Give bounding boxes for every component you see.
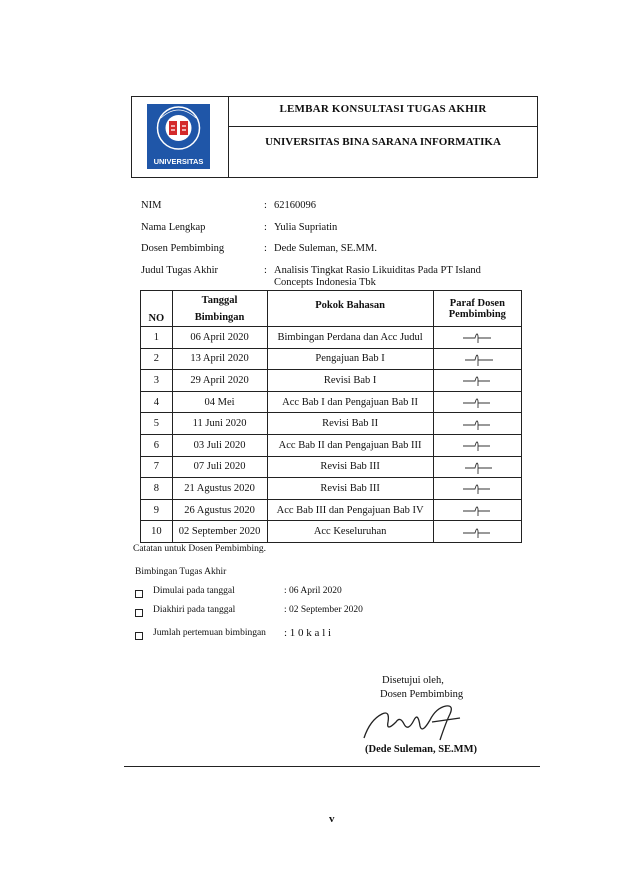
nama-label: Nama Lengkap [141, 222, 206, 233]
row-pokok: Revisi Bab III [267, 456, 433, 478]
row-pokok: Pengajuan Bab I [267, 348, 433, 370]
mulai-value: : 06 April 2020 [284, 586, 342, 596]
col-paraf [433, 291, 521, 327]
catatan-text: Catatan untuk Dosen Pembimbing. [133, 544, 266, 554]
row-no: 8 [141, 478, 173, 500]
paraf-signature-icon [457, 523, 497, 541]
colon: : [264, 200, 267, 211]
row-tanggal: 07 Juli 2020 [172, 456, 267, 478]
logo-emblem-icon [147, 104, 210, 154]
university-logo [147, 104, 210, 169]
nim-label: NIM [141, 200, 162, 211]
paraf-signature-icon [457, 371, 497, 389]
row-tanggal: 21 Agustus 2020 [172, 478, 267, 500]
table-row [141, 370, 522, 392]
judul-value-line2: Concepts Indonesia Tbk [274, 277, 376, 288]
mulai-label: Dimulai pada tanggal [153, 586, 235, 596]
row-no: 9 [141, 499, 173, 521]
table-row [141, 327, 522, 349]
row-pokok: Acc Bab III dan Pengajuan Bab IV [267, 499, 433, 521]
university-name: UNIVERSITAS BINA SARANA INFORMATIKA [265, 136, 501, 148]
col-paraf-line2: Pembimbing [448, 308, 506, 320]
row-no: 5 [141, 413, 173, 435]
row-tanggal: 26 Agustus 2020 [172, 499, 267, 521]
row-paraf [433, 348, 521, 370]
nim-value: 62160096 [274, 200, 316, 211]
bimbingan-heading: Bimbingan Tugas Akhir [135, 567, 227, 577]
paraf-signature-icon [457, 328, 497, 346]
jumlah-label: Jumlah pertemuan bimbingan [153, 628, 266, 638]
row-paraf [433, 478, 521, 500]
judul-label: Judul Tugas Akhir [141, 265, 219, 276]
col-tanggal-line1: Tanggal [201, 294, 238, 306]
dosen-signature-icon [360, 700, 475, 745]
row-no: 1 [141, 327, 173, 349]
approval-line2: Dosen Pembimbing [380, 689, 464, 700]
judul-value-line1: Analisis Tingkat Rasio Likuiditas Pada PT Island [274, 265, 481, 276]
table-row [141, 478, 522, 500]
row-paraf [433, 434, 521, 456]
col-tanggal-line2: Bimbingan [194, 311, 245, 323]
row-tanggal: 06 April 2020 [172, 327, 267, 349]
table-row [141, 348, 522, 370]
checkbox-icon [135, 632, 143, 640]
row-paraf [433, 370, 521, 392]
paraf-signature-icon [457, 415, 497, 433]
row-paraf [433, 391, 521, 413]
row-tanggal: 04 Mei [172, 391, 267, 413]
row-pokok: Bimbingan Perdana dan Acc Judul [267, 327, 433, 349]
table-row [141, 499, 522, 521]
colon: : [264, 243, 267, 254]
row-pokok: Revisi Bab III [267, 478, 433, 500]
row-tanggal: 11 Juni 2020 [172, 413, 267, 435]
colon: : [264, 265, 267, 276]
paraf-signature-icon [457, 479, 497, 497]
row-pokok: Acc Bab II dan Pengajuan Bab III [267, 434, 433, 456]
row-pokok: Revisi Bab I [267, 370, 433, 392]
col-no: NO [141, 291, 173, 327]
checkbox-icon [135, 590, 143, 598]
paraf-signature-icon [457, 393, 497, 411]
paraf-signature-icon [457, 436, 497, 454]
paraf-signature-icon [457, 350, 497, 368]
paraf-signature-icon [457, 501, 497, 519]
row-no: 4 [141, 391, 173, 413]
paraf-signature-icon [457, 458, 497, 476]
row-no: 6 [141, 434, 173, 456]
row-no: 10 [141, 521, 173, 543]
col-paraf-line1: Paraf Dosen [449, 297, 505, 309]
colon: : [264, 222, 267, 233]
footer-divider [124, 766, 540, 767]
table-header-row [141, 291, 522, 327]
document-title: LEMBAR KONSULTASI TUGAS AKHIR [229, 97, 537, 127]
row-paraf [433, 327, 521, 349]
approval-line1: Disetujui oleh, [382, 675, 444, 686]
row-tanggal: 03 Juli 2020 [172, 434, 267, 456]
row-tanggal: 29 April 2020 [172, 370, 267, 392]
consultation-table [140, 290, 522, 543]
document-header [131, 96, 538, 178]
dosen-label: Dosen Pembimbing [141, 243, 225, 254]
row-no: 2 [141, 348, 173, 370]
table-row [141, 413, 522, 435]
logo-cell [132, 97, 229, 177]
checkbox-icon [135, 609, 143, 617]
row-pokok: Revisi Bab II [267, 413, 433, 435]
dosen-name: (Dede Suleman, SE.MM) [365, 744, 477, 755]
akhir-value: : 02 September 2020 [284, 605, 363, 615]
table-row [141, 434, 522, 456]
row-pokok: Acc Keseluruhan [267, 521, 433, 543]
table-row [141, 456, 522, 478]
dosen-value: Dede Suleman, SE.MM. [274, 243, 377, 254]
jumlah-value: : 1 0 k a l i [284, 627, 332, 639]
row-paraf [433, 456, 521, 478]
row-pokok: Acc Bab I dan Pengajuan Bab II [267, 391, 433, 413]
akhir-label: Diakhiri pada tanggal [153, 605, 236, 615]
row-paraf [433, 499, 521, 521]
table-row [141, 391, 522, 413]
table-row [141, 521, 522, 543]
col-tanggal [172, 291, 267, 327]
nama-value: Yulia Supriatin [274, 222, 338, 233]
row-tanggal: 02 September 2020 [172, 521, 267, 543]
row-no: 7 [141, 456, 173, 478]
row-paraf [433, 413, 521, 435]
page-number: v [329, 813, 335, 825]
row-tanggal: 13 April 2020 [172, 348, 267, 370]
row-no: 3 [141, 370, 173, 392]
row-paraf [433, 521, 521, 543]
logo-text: UNIVERSITAS [153, 157, 204, 166]
col-pokok: Pokok Bahasan [267, 291, 433, 327]
